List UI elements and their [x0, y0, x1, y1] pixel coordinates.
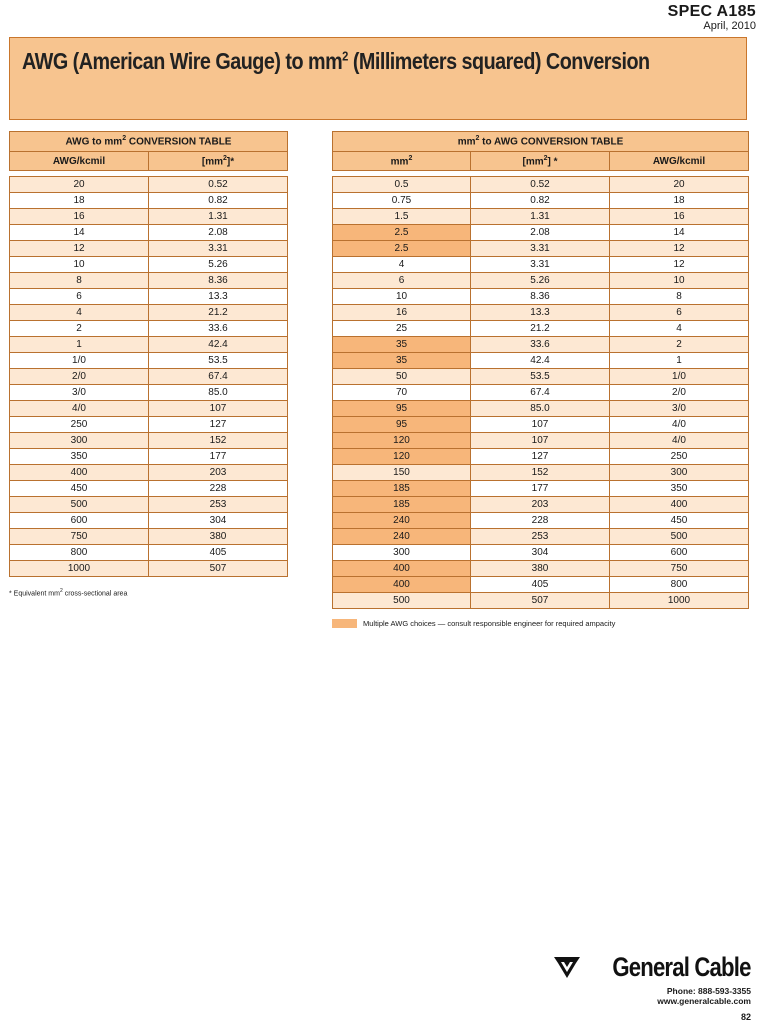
- table-row: [333, 385, 749, 401]
- mm2-cell: 4: [333, 257, 471, 273]
- mm2-cell: 95: [333, 401, 471, 417]
- table-row: [333, 209, 749, 225]
- table-row: [10, 225, 288, 241]
- awg-cell: 500: [610, 529, 749, 545]
- awg-cell: 1: [10, 337, 149, 353]
- table-row: [333, 529, 749, 545]
- table-row: [333, 433, 749, 449]
- mm2-cell: 33.6: [149, 321, 288, 337]
- table-row: [333, 465, 749, 481]
- table-row: [333, 273, 749, 289]
- spec-date: April, 2010: [703, 20, 756, 32]
- equiv-cell: 2.08: [471, 225, 610, 241]
- mm2-cell: 10: [333, 289, 471, 305]
- table-row: [333, 369, 749, 385]
- mm2-cell: 35: [333, 353, 471, 369]
- mm2-cell: 8.36: [149, 273, 288, 289]
- awg-cell: 450: [10, 481, 149, 497]
- awg-cell: 6: [610, 305, 749, 321]
- mm2-cell: 380: [149, 529, 288, 545]
- awg-cell: 2/0: [10, 369, 149, 385]
- mm2-cell: 177: [149, 449, 288, 465]
- mm2-cell: 400: [333, 561, 471, 577]
- mm2-cell: 120: [333, 433, 471, 449]
- awg-cell: 18: [10, 193, 149, 209]
- awg-cell: 4: [10, 305, 149, 321]
- awg-cell: 800: [610, 577, 749, 593]
- mm2-cell: 67.4: [149, 369, 288, 385]
- table-row: [10, 353, 288, 369]
- equiv-cell: 107: [471, 433, 610, 449]
- general-cable-logo-icon: [552, 954, 582, 982]
- table-row: [333, 513, 749, 529]
- equiv-cell: 152: [471, 465, 610, 481]
- table-row: [10, 449, 288, 465]
- table-row: [10, 289, 288, 305]
- equiv-cell: 127: [471, 449, 610, 465]
- page-title: AWG (American Wire Gauge) to $mm^2$ (Millimeters squared) Conversion: [22, 48, 650, 74]
- footnote: * Equivalent $mm^2$ cross-sectional area: [9, 588, 128, 598]
- table-row: [10, 321, 288, 337]
- mm2-cell: 127: [149, 417, 288, 433]
- table-row: [333, 545, 749, 561]
- mm2-cell: 228: [149, 481, 288, 497]
- awg-cell: 14: [10, 225, 149, 241]
- right-col-equiv: $[mm^2]$ *: [471, 152, 610, 171]
- equiv-cell: 405: [471, 577, 610, 593]
- awg-cell: 2/0: [610, 385, 749, 401]
- table-row: [10, 177, 288, 193]
- mm2-cell: 120: [333, 449, 471, 465]
- awg-cell: 2: [10, 321, 149, 337]
- legend: [332, 619, 615, 628]
- awg-cell: 20: [610, 177, 749, 193]
- title-banner: [9, 37, 747, 120]
- table-row: [10, 193, 288, 209]
- table-row: [10, 257, 288, 273]
- mm2-cell: 50: [333, 369, 471, 385]
- table-row: [333, 497, 749, 513]
- mm2-cell: 5.26: [149, 257, 288, 273]
- table-row: [333, 449, 749, 465]
- table-row: [333, 321, 749, 337]
- table-row: [10, 385, 288, 401]
- mm2-cell: 1.31: [149, 209, 288, 225]
- spec-code: SPEC A185: [667, 3, 756, 20]
- mm2-cell: 6: [333, 273, 471, 289]
- equiv-cell: 53.5: [471, 369, 610, 385]
- table-row: [333, 177, 749, 193]
- awg-cell: 20: [10, 177, 149, 193]
- table-row: [333, 257, 749, 273]
- mm2-cell: 13.3: [149, 289, 288, 305]
- equiv-cell: 42.4: [471, 353, 610, 369]
- table-row: [10, 465, 288, 481]
- right-col-awg: AWG/kcmil: [610, 152, 749, 171]
- equiv-cell: 107: [471, 417, 610, 433]
- equiv-cell: 3.31: [471, 257, 610, 273]
- awg-cell: 350: [10, 449, 149, 465]
- awg-cell: 450: [610, 513, 749, 529]
- mm2-cell: 42.4: [149, 337, 288, 353]
- mm2-cell: 240: [333, 513, 471, 529]
- equiv-cell: 507: [471, 593, 610, 609]
- brand-logo: [552, 952, 751, 983]
- phone-number: Phone: 888-593-3355: [666, 986, 751, 996]
- awg-cell: 4/0: [610, 433, 749, 449]
- awg-cell: 4: [610, 321, 749, 337]
- awg-cell: 600: [610, 545, 749, 561]
- awg-cell: 10: [10, 257, 149, 273]
- mm2-cell: 150: [333, 465, 471, 481]
- mm2-cell: 0.82: [149, 193, 288, 209]
- equiv-cell: 13.3: [471, 305, 610, 321]
- awg-cell: 250: [610, 449, 749, 465]
- left-col-awg: AWG/kcmil: [10, 152, 149, 171]
- mm2-cell: 53.5: [149, 353, 288, 369]
- left-col-mm2: $[mm^2]*$: [149, 152, 288, 171]
- table-row: [333, 417, 749, 433]
- contact-info: [657, 986, 751, 1006]
- mm2-cell: 1.5: [333, 209, 471, 225]
- awg-cell: 1/0: [10, 353, 149, 369]
- equiv-cell: 85.0: [471, 401, 610, 417]
- table-row: [333, 193, 749, 209]
- awg-cell: 1: [610, 353, 749, 369]
- table-row: [333, 593, 749, 609]
- equiv-cell: 253: [471, 529, 610, 545]
- mm2-cell: 107: [149, 401, 288, 417]
- equiv-cell: 21.2: [471, 321, 610, 337]
- mm2-cell: 0.5: [333, 177, 471, 193]
- mm2-cell: 400: [333, 577, 471, 593]
- website-link[interactable]: www.generalcable.com: [657, 996, 751, 1006]
- equiv-cell: 380: [471, 561, 610, 577]
- mm2-cell: 304: [149, 513, 288, 529]
- awg-cell: 3/0: [10, 385, 149, 401]
- table-row: [333, 353, 749, 369]
- mm2-cell: 405: [149, 545, 288, 561]
- awg-cell: 12: [610, 257, 749, 273]
- mm2-cell: 2.5: [333, 241, 471, 257]
- table-row: [10, 337, 288, 353]
- mm2-cell: 185: [333, 481, 471, 497]
- mm2-cell: 21.2: [149, 305, 288, 321]
- table-row: [10, 369, 288, 385]
- mm2-cell: 70: [333, 385, 471, 401]
- awg-cell: 16: [610, 209, 749, 225]
- table-row: [333, 225, 749, 241]
- awg-cell: 400: [10, 465, 149, 481]
- awg-cell: 400: [610, 497, 749, 513]
- mm2-cell: 152: [149, 433, 288, 449]
- equiv-cell: 0.82: [471, 193, 610, 209]
- left-table-caption: AWG to $mm^2$ CONVERSION TABLE: [10, 132, 288, 152]
- mm2-cell: 203: [149, 465, 288, 481]
- table-row: [333, 481, 749, 497]
- awg-cell: 250: [10, 417, 149, 433]
- table-row: [333, 241, 749, 257]
- mm2-cell: 35: [333, 337, 471, 353]
- awg-cell: 6: [10, 289, 149, 305]
- awg-cell: 600: [10, 513, 149, 529]
- awg-cell: 300: [610, 465, 749, 481]
- mm2-cell: 2.08: [149, 225, 288, 241]
- equiv-cell: 67.4: [471, 385, 610, 401]
- legend-text: Multiple AWG choices — consult responsible engineer for required ampacity: [363, 619, 616, 628]
- table-row: [333, 561, 749, 577]
- equiv-cell: 1.31: [471, 209, 610, 225]
- mm2-cell: 85.0: [149, 385, 288, 401]
- awg-cell: 18: [610, 193, 749, 209]
- mm2-cell: 0.75: [333, 193, 471, 209]
- table-row: [333, 401, 749, 417]
- equiv-cell: 3.31: [471, 241, 610, 257]
- mm2-cell: 300: [333, 545, 471, 561]
- legend-swatch: [332, 619, 357, 628]
- awg-cell: 800: [10, 545, 149, 561]
- equiv-cell: 5.26: [471, 273, 610, 289]
- awg-cell: 4/0: [610, 417, 749, 433]
- awg-cell: 8: [610, 289, 749, 305]
- table-row: [10, 401, 288, 417]
- right-col-mm2: $mm^2$: [333, 152, 471, 171]
- table-row: [10, 305, 288, 321]
- awg-cell: 4/0: [10, 401, 149, 417]
- table-row: [333, 305, 749, 321]
- spec-header: [668, 4, 756, 32]
- table-row: [10, 209, 288, 225]
- mm2-cell: 3.31: [149, 241, 288, 257]
- awg-cell: 3/0: [610, 401, 749, 417]
- table-row: [10, 561, 288, 577]
- awg-cell: 750: [10, 529, 149, 545]
- awg-cell: 1000: [10, 561, 149, 577]
- awg-cell: 1000: [610, 593, 749, 609]
- mm2-cell: 16: [333, 305, 471, 321]
- mm2-to-awg-table: [332, 131, 749, 609]
- equiv-cell: 304: [471, 545, 610, 561]
- mm2-cell: 0.52: [149, 177, 288, 193]
- table-row: [333, 289, 749, 305]
- equiv-cell: 0.52: [471, 177, 610, 193]
- awg-cell: 10: [610, 273, 749, 289]
- table-row: [333, 337, 749, 353]
- table-row: [10, 497, 288, 513]
- equiv-cell: 228: [471, 513, 610, 529]
- awg-cell: 1/0: [610, 369, 749, 385]
- awg-cell: 14: [610, 225, 749, 241]
- mm2-cell: 185: [333, 497, 471, 513]
- brand-name: General Cable: [612, 952, 751, 982]
- awg-cell: 500: [10, 497, 149, 513]
- mm2-cell: 95: [333, 417, 471, 433]
- table-row: [10, 481, 288, 497]
- awg-to-mm2-table: [9, 131, 288, 577]
- equiv-cell: 33.6: [471, 337, 610, 353]
- mm2-cell: 25: [333, 321, 471, 337]
- mm2-cell: 507: [149, 561, 288, 577]
- table-row: [10, 545, 288, 561]
- table-row: [10, 529, 288, 545]
- awg-cell: 750: [610, 561, 749, 577]
- awg-cell: 12: [10, 241, 149, 257]
- equiv-cell: 203: [471, 497, 610, 513]
- mm2-cell: 500: [333, 593, 471, 609]
- awg-cell: 16: [10, 209, 149, 225]
- mm2-cell: 240: [333, 529, 471, 545]
- equiv-cell: 177: [471, 481, 610, 497]
- right-table-caption: $mm^2$ to AWG CONVERSION TABLE: [333, 132, 749, 152]
- mm2-cell: 2.5: [333, 225, 471, 241]
- awg-cell: 8: [10, 273, 149, 289]
- table-row: [333, 577, 749, 593]
- page-number: 82: [740, 1012, 751, 1022]
- table-row: [10, 273, 288, 289]
- awg-cell: 300: [10, 433, 149, 449]
- equiv-cell: 8.36: [471, 289, 610, 305]
- table-row: [10, 513, 288, 529]
- table-row: [10, 241, 288, 257]
- awg-cell: 12: [610, 241, 749, 257]
- mm2-cell: 253: [149, 497, 288, 513]
- table-row: [10, 433, 288, 449]
- awg-cell: 2: [610, 337, 749, 353]
- awg-cell: 350: [610, 481, 749, 497]
- table-row: [10, 417, 288, 433]
